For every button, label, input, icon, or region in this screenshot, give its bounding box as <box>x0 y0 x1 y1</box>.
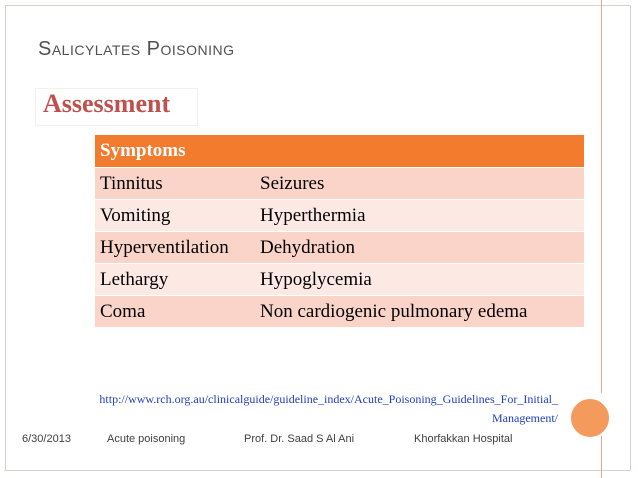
table-cell: Hyperthermia <box>255 200 584 232</box>
table-row <box>95 232 584 264</box>
table-header: Symptoms <box>95 135 584 168</box>
table-cell: Lethargy <box>95 264 255 296</box>
table-cell: Vomiting <box>95 200 255 232</box>
footer-date: 6/30/2013 <box>22 433 71 445</box>
reference-link[interactable] <box>99 392 558 425</box>
table-cell: Non cardiogenic pulmonary edema <box>255 296 584 328</box>
table-row <box>95 264 584 296</box>
footer-location: Khorfakkan Hospital <box>414 433 513 445</box>
footer-author: Prof. Dr. Saad S Al Ani <box>244 433 355 445</box>
table-cell: Hypoglycemia <box>255 264 584 296</box>
decorative-circle <box>569 397 611 439</box>
table-cell: Seizures <box>255 168 584 200</box>
reference-link-line1: http://www.rch.org.au/clinicalguide/guideline_index/Acute_Poisoning_Guidelines_For_Initial_ <box>99 392 558 406</box>
reference-link-block <box>82 390 558 428</box>
table-cell: Coma <box>95 296 255 328</box>
table-row <box>95 200 584 232</box>
footer-topic: Acute poisoning <box>107 433 186 445</box>
table-header-row <box>95 135 584 168</box>
decorative-line <box>601 0 602 393</box>
table-cell: Hyperventilation <box>95 232 255 264</box>
slide-title: Salicylates Poisoning <box>38 38 235 60</box>
table-row <box>95 168 584 200</box>
symptoms-table <box>95 134 584 328</box>
table-row <box>95 296 584 328</box>
slide-subtitle: Assessment <box>43 89 171 118</box>
reference-link-line2: Management/ <box>492 411 558 425</box>
table-cell: Tinnitus <box>95 168 255 200</box>
table-cell: Dehydration <box>255 232 584 264</box>
